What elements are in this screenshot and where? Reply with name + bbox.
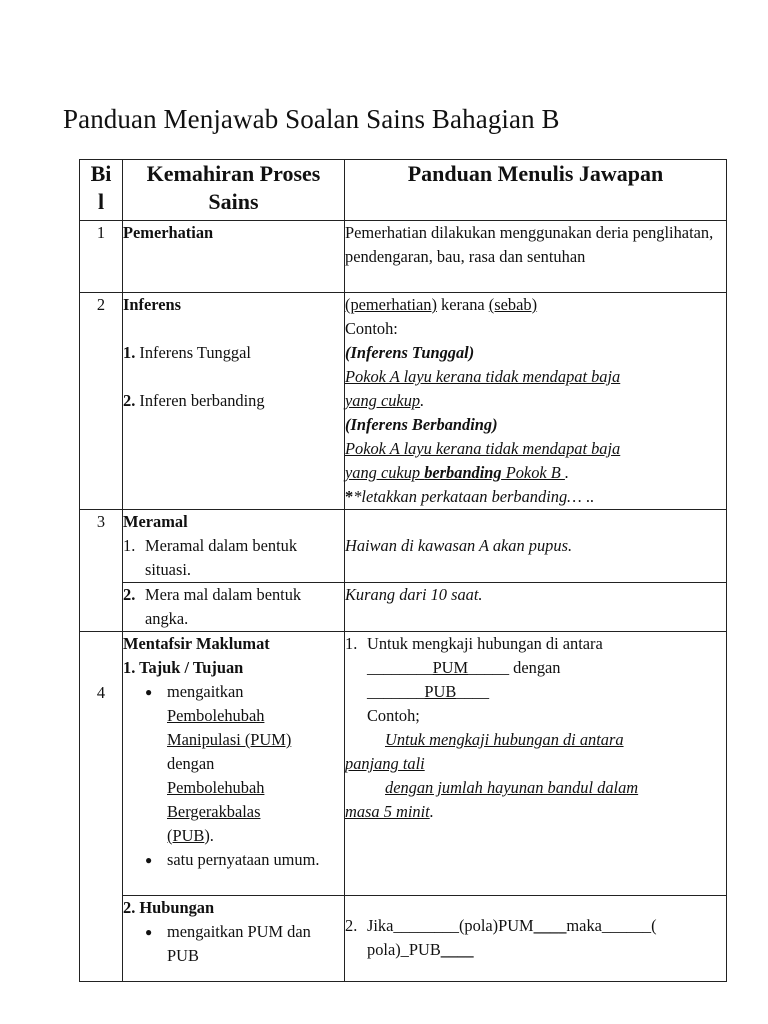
bullet-list [123,920,344,968]
guide-cell: Kurang dari 10 saat. [345,583,727,632]
skill-title: Mentafsir Maklumat [123,634,270,653]
list-item: ● mengaitkan Pembolehubah Manipulasi (PUM) dengan Pembolehubah Bergerakbalas (PUB). [145,680,344,848]
header-row [80,160,727,221]
row-number: 1 [80,221,123,293]
table-row [80,510,727,583]
guide-item: 1. Untuk mengkaji hubungan di antara ________PUM_____ dengan _______PUB____ Contoh; [345,634,603,725]
guide-cell [345,293,727,510]
note-text: **letakkan perkataan berbanding… .. [345,487,595,506]
example-label: Contoh: [345,319,398,338]
page-title: Panduan Menjawab Soalan Sains Bahagian B [63,104,560,134]
header-skill [123,160,345,221]
header-skill-line1: Kemahiran Proses [146,161,321,186]
sub-skill: 2. Hubungan [123,898,215,917]
row-number: 4 [80,632,123,982]
skill-cell: Pemerhatian [123,221,345,293]
example-heading: (Inferens Tunggal) [345,343,475,362]
header-bil-line2: l [97,189,105,214]
skill-title: Inferens [123,295,181,314]
table-row [80,293,727,510]
skill-cell [123,293,345,510]
skill-cell [123,583,345,632]
header-guide: Panduan Menulis Jawapan [345,160,727,221]
list-item: ● satu pernyataan umum. [145,848,344,872]
header-skill-line2: Sains [208,189,259,214]
example-heading: (Inferens Berbanding) [345,415,498,434]
skill-cell [123,632,345,896]
sub-skill: 2. Mera mal dalam bentuk angka. [123,585,302,628]
header-bil [80,160,123,221]
bullet-list [123,680,344,872]
skill-cell [123,896,345,982]
row-number: 2 [80,293,123,510]
example-text: Untuk mengkaji hubungan di antara panjang tali dengan jumlah hayunan bandul dalam masa 5 minit. [345,730,639,821]
example-text: Pokok A layu kerana tidak mendapat baja yang cukup. [345,367,621,410]
skill-title: Meramal [123,512,188,531]
sub-skill: 1. Meramal dalam bentuk situasi. [123,536,298,579]
guide-cell: Pemerhatian dilakukan menggunakan deria penglihatan, pendengaran, bau, rasa dan sentuhan [345,221,727,293]
guide-cell [345,632,727,896]
sub-skill: 1. Tajuk / Tujuan [123,658,244,677]
skill-cell [123,510,345,583]
guide-item: 2. Jika________(pola)PUM____maka______( pola)_PUB____ [345,916,657,959]
sub-skill: 1. Inferens Tunggal [123,343,251,362]
list-item: ● mengaitkan PUM dan PUB [145,920,344,968]
table-row [80,221,727,293]
sub-skill: 2. Inferen berbanding [123,391,265,410]
row-number: 3 [80,510,123,632]
guide-table [79,159,727,982]
table-row [80,583,727,632]
guide-cell [345,896,727,982]
example-text: Pokok A layu kerana tidak mendapat baja yang cukup berbanding Pokok B . [345,439,621,482]
guide-formula: (pemerhatian) kerana (sebab) [345,295,538,314]
table-row [80,632,727,896]
guide-cell: Haiwan di kawasan A akan pupus. [345,510,727,583]
table-row [80,896,727,982]
header-bil-line1: Bi [90,161,112,186]
